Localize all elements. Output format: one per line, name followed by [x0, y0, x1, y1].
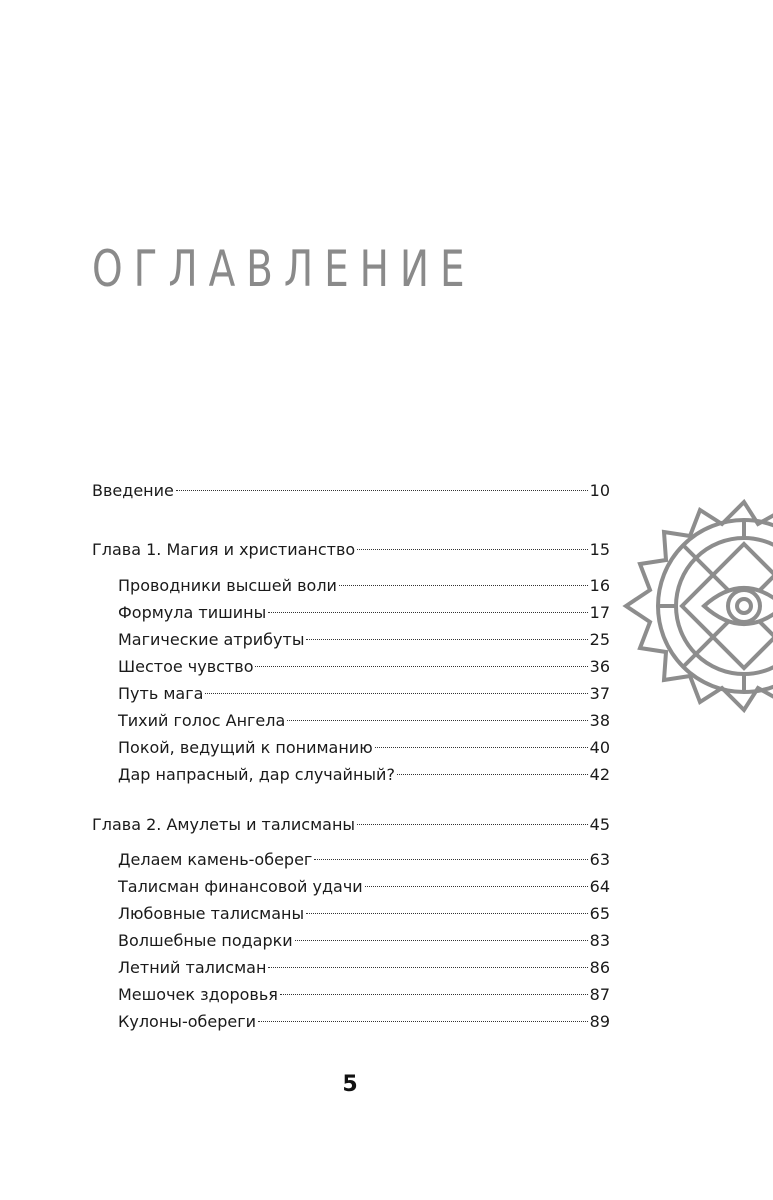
toc-page-number: 87	[589, 985, 610, 1004]
toc-entry-label: Кулоны-обереги	[118, 1012, 257, 1031]
toc-entry-label: Покой, ведущий к пониманию	[118, 738, 373, 757]
toc-leader-dots	[176, 490, 588, 491]
toc-chapter-label	[92, 537, 355, 563]
toc-page-number: 64	[589, 877, 610, 896]
toc-entry-label: Тихий голос Ангела	[118, 711, 286, 730]
toc-entry-label: Дар напрасный, дар случайный?	[118, 765, 395, 784]
chapter-prefix: Глава 2.	[92, 815, 162, 834]
page-number: 5	[342, 1072, 358, 1097]
toc-entry-intro[interactable]	[92, 478, 610, 504]
toc-entry-label: Мешочек здоровья	[118, 985, 278, 1004]
toc-leader-dots	[255, 666, 587, 667]
toc-page-number: 36	[589, 657, 610, 676]
page-heading: ОГЛАВЛЕНИЕ	[92, 240, 476, 298]
toc-entry-section[interactable]	[118, 847, 610, 873]
toc-leader-dots	[258, 1021, 588, 1022]
toc-entry-label: Формула тишины	[118, 603, 267, 622]
toc-entry-label: Делаем камень-оберег	[118, 850, 313, 869]
toc-page-number: 40	[589, 738, 610, 757]
toc-page-number: 63	[589, 850, 610, 869]
toc-entry-label: Любовные талисманы	[118, 904, 305, 923]
toc-leader-dots	[287, 720, 587, 721]
toc-entry-section[interactable]	[118, 928, 610, 954]
toc-leader-dots	[357, 824, 588, 825]
toc-leader-dots	[205, 693, 587, 694]
toc-page-number: 25	[589, 630, 610, 649]
toc-leader-dots	[365, 886, 588, 887]
toc-entry-section[interactable]	[118, 681, 610, 707]
chapter-title: Магия и христианство	[166, 540, 356, 559]
toc-leader-dots	[314, 859, 587, 860]
toc-entry-section[interactable]	[118, 573, 610, 599]
toc-entry-section[interactable]	[118, 654, 610, 680]
toc-page-number: 42	[589, 765, 610, 784]
toc-leader-dots	[306, 913, 588, 914]
toc-page-number: 65	[589, 904, 610, 923]
toc-chapter-label	[92, 812, 355, 838]
toc-entry-section[interactable]	[118, 708, 610, 734]
toc-entry-section[interactable]	[118, 600, 610, 626]
toc-entry-section[interactable]	[118, 627, 610, 653]
toc-leader-dots	[339, 585, 588, 586]
toc-page-number: 45	[589, 815, 610, 834]
toc-entry-label: Магические атрибуты	[118, 630, 305, 649]
toc-entry-section[interactable]	[118, 955, 610, 981]
toc-page-number: 17	[589, 603, 610, 622]
toc-page-number: 89	[589, 1012, 610, 1031]
toc-entry-chapter-2[interactable]	[92, 812, 610, 838]
toc-page-number: 38	[589, 711, 610, 730]
toc-entry-label: Шестое чувство	[118, 657, 254, 676]
toc-entry-label: Введение	[92, 481, 174, 500]
toc-leader-dots	[295, 940, 588, 941]
toc-entry-section[interactable]	[118, 901, 610, 927]
toc-leader-dots	[306, 639, 587, 640]
toc-entry-section[interactable]	[118, 1009, 610, 1035]
toc-page-number: 86	[589, 958, 610, 977]
toc-leader-dots	[280, 994, 588, 995]
toc-entry-section[interactable]	[118, 762, 610, 788]
toc-leader-dots	[268, 612, 587, 613]
toc-entry-section[interactable]	[118, 874, 610, 900]
toc-entry-label: Летний талисман	[118, 958, 267, 977]
toc-entry-label: Волшебные подарки	[118, 931, 293, 950]
toc-leader-dots	[375, 747, 588, 748]
toc-leader-dots	[357, 549, 587, 550]
chapter-title: Амулеты и талисманы	[166, 815, 356, 834]
sun-eye-icon	[618, 482, 773, 732]
toc-entry-section[interactable]	[118, 982, 610, 1008]
toc-page-number: 15	[589, 540, 610, 559]
toc-page-number: 37	[589, 684, 610, 703]
toc-entry-label: Путь мага	[118, 684, 204, 703]
toc-entry-label: Проводники высшей воли	[118, 576, 337, 595]
chapter-prefix: Глава 1.	[92, 540, 162, 559]
toc-page-number: 16	[589, 576, 610, 595]
toc-page-number: 83	[589, 931, 610, 950]
toc-entry-chapter-1[interactable]	[92, 537, 610, 563]
toc-entry-label: Талисман финансовой удачи	[118, 877, 363, 896]
toc-entry-section[interactable]	[118, 735, 610, 761]
toc-leader-dots	[268, 967, 587, 968]
toc-page-number: 10	[589, 481, 610, 500]
toc-leader-dots	[397, 774, 588, 775]
